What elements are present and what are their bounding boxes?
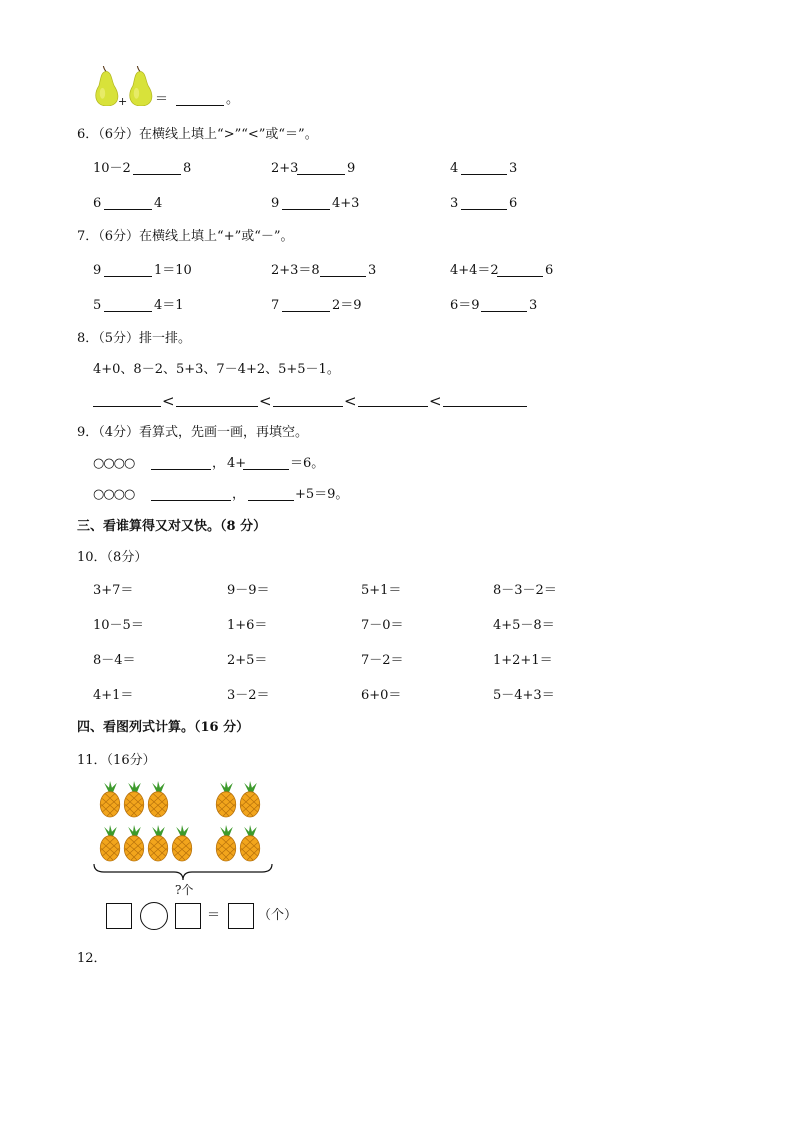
- brace-icon: [92, 862, 274, 882]
- q10-item: 8－3－2＝: [493, 583, 557, 598]
- q9-title: 9．（4分）看算式，先画一画，再填空。: [77, 425, 309, 440]
- comma: ，: [232, 487, 246, 502]
- q10-item: 3+7＝: [93, 583, 134, 598]
- q7-item-right: 4＝1: [154, 298, 184, 313]
- q6-item-right: 9: [347, 161, 356, 176]
- q6-item-right: 8: [183, 161, 192, 176]
- pineapple-icon: [214, 780, 238, 818]
- unit-label: （个）: [258, 908, 298, 923]
- q10-item: 3－2＝: [227, 688, 270, 703]
- q10-item: 9－9＝: [227, 583, 270, 598]
- q7-item-left: 9: [93, 263, 102, 278]
- answer-blank[interactable]: [176, 92, 224, 106]
- answer-blank[interactable]: [104, 298, 152, 312]
- answer-blank[interactable]: [151, 487, 231, 501]
- less-than-sign: <: [429, 392, 442, 410]
- q6-item-left: 2+3: [271, 161, 299, 176]
- answer-blank[interactable]: [481, 298, 527, 312]
- pineapple-icon: [98, 780, 122, 818]
- answer-box[interactable]: [228, 903, 254, 929]
- section-3-heading: 三、看谁算得又对又快。（8 分）: [77, 519, 267, 534]
- q10-item: 1+6＝: [227, 618, 268, 633]
- section-4-heading: 四、看图列式计算。（16 分）: [77, 720, 250, 735]
- q12-title: 12．: [77, 951, 107, 966]
- q10-item: 2+5＝: [227, 653, 268, 668]
- pineapple-icon: [122, 780, 146, 818]
- less-than-sign: <: [162, 392, 175, 410]
- q6-item-right: 4+3: [332, 196, 360, 211]
- answer-blank[interactable]: [358, 393, 428, 407]
- pineapple-icon: [98, 824, 122, 862]
- answer-blank[interactable]: [461, 161, 507, 175]
- q10-item: 4+1＝: [93, 688, 134, 703]
- period: 。: [226, 92, 240, 107]
- answer-blank[interactable]: [104, 196, 152, 210]
- operator-circle[interactable]: [140, 902, 168, 930]
- q9-expr-left: 4+: [227, 456, 247, 471]
- answer-blank[interactable]: [282, 196, 330, 210]
- pineapple-icon: [214, 824, 238, 862]
- answer-box[interactable]: [175, 903, 201, 929]
- q6-item-left: 4: [450, 161, 459, 176]
- q10-item: 7－2＝: [361, 653, 404, 668]
- q6-item-right: 6: [509, 196, 518, 211]
- q7-item-left: 7: [271, 298, 280, 313]
- q7-item-left: 5: [93, 298, 102, 313]
- q10-item: 1+2+1＝: [493, 653, 553, 668]
- q7-item-right: 2＝9: [332, 298, 362, 313]
- q7-item-right: 3: [368, 263, 377, 278]
- pineapple-icon: [170, 824, 194, 862]
- q6-item-left: 3: [450, 196, 459, 211]
- plus-sign: +: [118, 95, 128, 108]
- q8-title: 8．（5分）排一排。: [77, 331, 192, 346]
- equals-sign: ＝: [207, 908, 221, 923]
- answer-blank[interactable]: [93, 393, 161, 407]
- answer-blank[interactable]: [461, 196, 507, 210]
- answer-box[interactable]: [106, 903, 132, 929]
- q7-item-left: 6＝9: [450, 298, 480, 313]
- q10-item: 4+5－8＝: [493, 618, 555, 633]
- pineapple-icon: [238, 780, 262, 818]
- answer-blank[interactable]: [248, 487, 294, 501]
- answer-blank[interactable]: [497, 263, 543, 277]
- answer-blank[interactable]: [176, 393, 258, 407]
- answer-blank[interactable]: [297, 161, 345, 175]
- q7-item-left: 4+4＝2: [450, 263, 499, 278]
- equals-sign: ＝: [155, 92, 169, 107]
- q7-title: 7．（6分）在横线上填上“+”或“－”。: [77, 229, 294, 244]
- answer-blank[interactable]: [273, 393, 343, 407]
- pineapple-icon: [146, 824, 170, 862]
- pineapple-icon: [238, 824, 262, 862]
- q11-title: 11．（16分）: [77, 753, 156, 768]
- q6-item-left: 6: [93, 196, 102, 211]
- q6-item-left: 9: [271, 196, 280, 211]
- q10-title: 10．（8分）: [77, 550, 148, 565]
- comma: ，: [212, 456, 226, 471]
- q6-item-left: 10－2: [93, 161, 131, 176]
- answer-blank[interactable]: [104, 263, 152, 277]
- q10-item: 6+0＝: [361, 688, 402, 703]
- answer-blank[interactable]: [243, 456, 289, 470]
- q6-title: 6．（6分）在横线上填上“>”“<”或“＝”。: [77, 127, 318, 142]
- q9-expr-right: ＝6。: [290, 456, 325, 471]
- pineapple-icon: [122, 824, 146, 862]
- q6-item-right: 3: [509, 161, 518, 176]
- q8-number-list: 4+0、8－2、5+3、7－4+2、5+5－1。: [93, 362, 340, 377]
- q10-item: 5－4+3＝: [493, 688, 555, 703]
- q10-item: 8－4＝: [93, 653, 136, 668]
- q7-item-right: 6: [545, 263, 554, 278]
- answer-blank[interactable]: [151, 456, 211, 470]
- answer-blank[interactable]: [320, 263, 366, 277]
- q7-item-left: 2+3＝8: [271, 263, 320, 278]
- pear-icon: [126, 66, 156, 106]
- q10-item: 5+1＝: [361, 583, 402, 598]
- q10-item: 10－5＝: [93, 618, 144, 633]
- q6-item-right: 4: [154, 196, 163, 211]
- q7-item-right: 3: [529, 298, 538, 313]
- answer-blank[interactable]: [133, 161, 181, 175]
- pineapple-icon: [146, 780, 170, 818]
- answer-blank[interactable]: [443, 393, 527, 407]
- less-than-sign: <: [259, 392, 272, 410]
- q9-expr-right: +5＝9。: [295, 487, 349, 502]
- question-label: ?个: [175, 883, 194, 897]
- circle-row: ○○○○: [93, 456, 135, 471]
- less-than-sign: <: [344, 392, 357, 410]
- answer-blank[interactable]: [282, 298, 330, 312]
- q10-item: 7－0＝: [361, 618, 404, 633]
- circle-row: ○○○○: [93, 487, 135, 502]
- q7-item-right: 1＝10: [154, 263, 192, 278]
